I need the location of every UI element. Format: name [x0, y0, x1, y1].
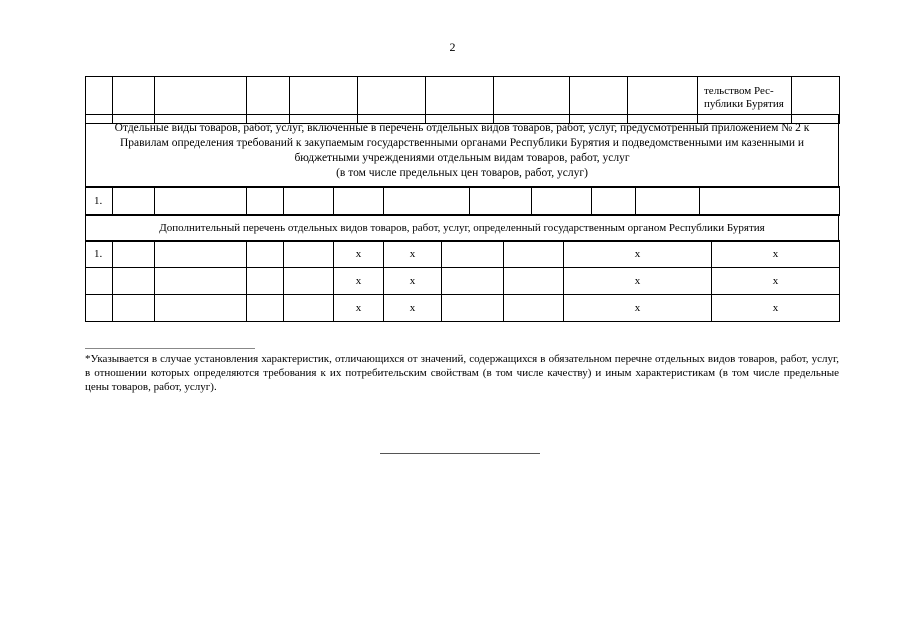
- section-1-heading: [86, 115, 839, 188]
- table-cell: [442, 268, 504, 295]
- table-cell: [592, 187, 636, 216]
- row-number: [86, 268, 113, 295]
- row-number: 1.: [86, 187, 113, 216]
- row-number: [86, 295, 113, 322]
- table-cell: [504, 268, 564, 295]
- table-cell: [113, 295, 155, 322]
- table-cell: [113, 187, 155, 216]
- table-cell: [113, 268, 155, 295]
- table-cell-x: x: [712, 241, 840, 268]
- table-cell: [155, 187, 247, 216]
- table-cell: [636, 187, 700, 216]
- end-divider: [380, 453, 540, 454]
- section-1-heading-sub: (в том числе предельных цен товаров, работ, услуг): [336, 167, 588, 179]
- table-cell: [284, 295, 334, 322]
- page-number: 2: [449, 40, 456, 54]
- section-2-rows: [85, 240, 840, 322]
- table-cell: [247, 268, 284, 295]
- section-1-heading-row: [85, 114, 839, 188]
- table-cell: [384, 187, 470, 216]
- table-cell-x: x: [564, 268, 712, 295]
- table-cell: [442, 241, 504, 268]
- table-cell: [470, 187, 532, 216]
- table-cell-x: x: [334, 295, 384, 322]
- table-cell-x: x: [384, 295, 442, 322]
- table-cell: [334, 187, 384, 216]
- table-cell: [155, 268, 247, 295]
- section-1-rows: [85, 186, 840, 216]
- table-row: [86, 268, 840, 295]
- table-cell: [247, 187, 284, 216]
- section-2-heading-row: [85, 214, 839, 242]
- table-cell: [532, 187, 592, 216]
- table-cell-x: x: [712, 268, 840, 295]
- table-cell: [247, 241, 284, 268]
- table-cell: [504, 295, 564, 322]
- table-row: [86, 187, 840, 216]
- table-cell: [700, 187, 840, 216]
- table-cell-x: x: [334, 268, 384, 295]
- table-cell: [504, 241, 564, 268]
- table-cell-x: x: [564, 295, 712, 322]
- table-cell: [284, 241, 334, 268]
- table-cell-x: x: [712, 295, 840, 322]
- table-cell: [442, 295, 504, 322]
- table-row: [86, 241, 840, 268]
- footnote: *Указывается в случае установления характеристик, отличающихся от значений, содержащихся в обязательном перечне отдельных видов товаров, работ, услуг, в отношении которых определяются требования к их потребительским свойствам (в том числе качеству) и иным характеристикам (в том числе предельные цены товаров, работ, услуг).: [85, 353, 839, 393]
- table-cell-x: x: [384, 241, 442, 268]
- table-cell: [284, 268, 334, 295]
- table-cell-x: x: [564, 241, 712, 268]
- table-cell: [155, 241, 247, 268]
- table-cell: [247, 295, 284, 322]
- table-cell: [284, 187, 334, 216]
- footnote-divider: [85, 348, 255, 349]
- table-cell: [155, 295, 247, 322]
- row-number: 1.: [86, 241, 113, 268]
- table-cell-x: x: [384, 268, 442, 295]
- table-cell-note: тельством Рес- публики Бурятия: [698, 77, 792, 124]
- table-cell-x: x: [334, 241, 384, 268]
- section-2-heading: Дополнительный перечень отдельных видов товаров, работ, услуг, определенный государственным органом Республики Бурятия: [86, 215, 839, 242]
- section-1-heading-text: Отдельные виды товаров, работ, услуг, включенные в перечень отдельных видов товаров, работ, услуг, предусмотренный приложением № 2 к Правилам определения требований к закупаемым государственными органами Республики Бурятия и подведомственными им казенными и бюджетными учреждениями отдельным видам товаров, работ, услуг: [114, 122, 810, 164]
- table-row: [86, 295, 840, 322]
- table-cell: [113, 241, 155, 268]
